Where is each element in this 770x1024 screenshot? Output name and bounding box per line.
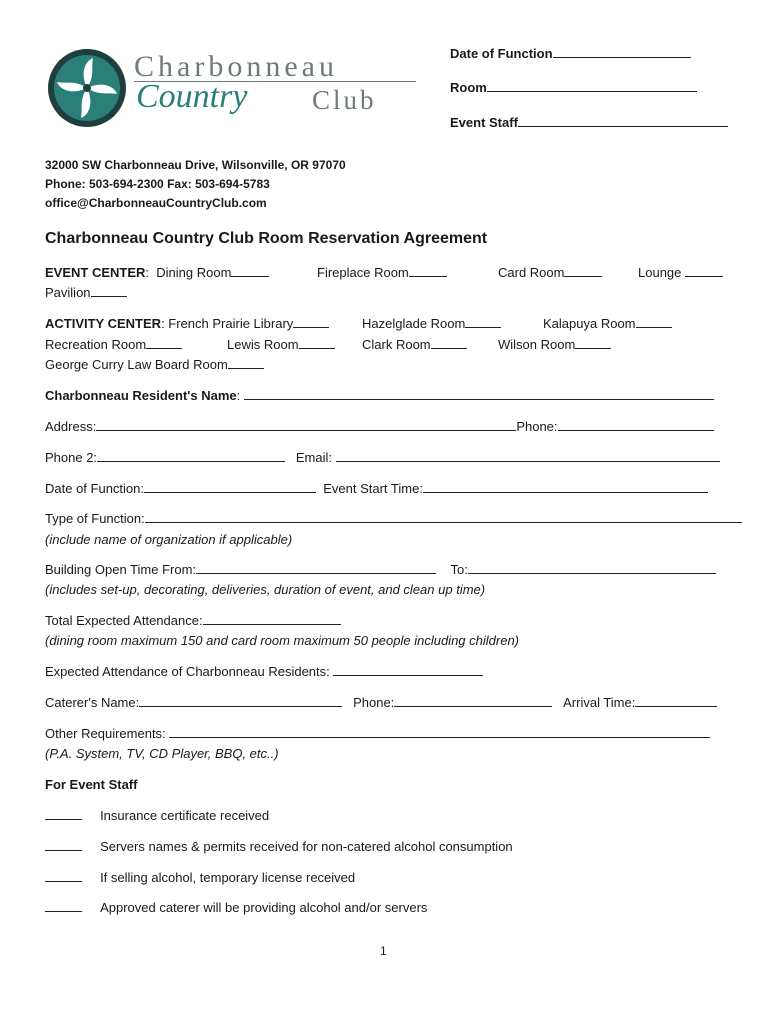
club-address: 32000 SW Charbonneau Drive, Wilsonville, OR 97070 xyxy=(45,158,346,172)
other-requirements-note: (P.A. System, TV, CD Player, BBQ, etc..) xyxy=(45,746,279,761)
other-requirements-field: Other Requirements: xyxy=(45,726,710,741)
building-open-to-line[interactable] xyxy=(468,562,716,574)
activity-room-lewis: Lewis Room xyxy=(227,337,335,352)
phone2-line[interactable] xyxy=(97,450,285,462)
attendance-note: (dining room maximum 150 and card room maximum 50 people including children) xyxy=(45,633,519,648)
type-of-function-field: Type of Function: xyxy=(45,511,742,526)
resident-name-line[interactable] xyxy=(244,388,714,400)
checklist-blank[interactable] xyxy=(45,839,82,851)
staff-checklist-item: If selling alcohol, temporary license received xyxy=(45,870,355,885)
arrival-time-line[interactable] xyxy=(635,695,717,707)
activity-room-hazelglade: Hazelglade Room xyxy=(362,316,501,331)
checklist-blank[interactable] xyxy=(45,900,82,912)
logo-word-country: Country xyxy=(136,78,248,115)
type-of-function-note: (include name of organization if applicable) xyxy=(45,532,293,547)
type-of-function-line[interactable] xyxy=(145,511,742,523)
pinwheel-logo-icon xyxy=(47,46,127,130)
event-room-fireplace: Fireplace Room xyxy=(317,265,447,280)
building-open-note: (includes set-up, decorating, deliveries, duration of event, and clean up time) xyxy=(45,582,486,597)
page-number: 1 xyxy=(380,944,387,958)
event-staff-heading: For Event Staff xyxy=(45,777,138,792)
activity-center-row: ACTIVITY CENTER: French Prairie Library xyxy=(45,316,329,331)
staff-checklist-item: Servers names & permits received for non-catered alcohol consumption xyxy=(45,839,513,854)
resident-attendance-line[interactable] xyxy=(333,664,483,676)
resident-attendance-field: Expected Attendance of Charbonneau Residents: xyxy=(45,664,483,679)
address-line[interactable] xyxy=(96,419,516,431)
event-room-card: Card Room xyxy=(498,265,602,280)
event-start-time-line[interactable] xyxy=(423,481,708,493)
page-title: Charbonneau Country Club Room Reservation Agreement xyxy=(45,230,488,247)
other-requirements-line[interactable] xyxy=(169,726,710,738)
checklist-blank[interactable] xyxy=(45,808,82,820)
activity-room-wilson: Wilson Room xyxy=(498,337,611,352)
resident-name-field: Charbonneau Resident's Name: xyxy=(45,388,714,403)
activity-room-clark: Clark Room xyxy=(362,337,467,352)
club-phone-fax: Phone: 503-694-2300 Fax: 503-694-5783 xyxy=(45,177,270,191)
caterer-row: Caterer's Name: Phone: Arrival Time: xyxy=(45,695,717,710)
total-attendance-field: Total Expected Attendance: xyxy=(45,613,341,628)
event-center-row: EVENT CENTER: Dining Room xyxy=(45,265,269,280)
staff-checklist-item: Approved caterer will be providing alcohol and/or servers xyxy=(45,900,427,915)
address-field: Address: Phone: xyxy=(45,419,714,434)
date-of-function-line[interactable] xyxy=(144,481,316,493)
staff-room: Room xyxy=(450,80,697,95)
staff-date-of-function: Date of Function xyxy=(450,46,691,61)
activity-room-george-curry: George Curry Law Board Room xyxy=(45,357,264,372)
checklist-blank[interactable] xyxy=(45,870,82,882)
logo-word-club: Club xyxy=(312,85,377,115)
building-open-from-line[interactable] xyxy=(196,562,436,574)
total-attendance-line[interactable] xyxy=(203,613,341,625)
building-open-time-row: Building Open Time From: To: xyxy=(45,562,716,577)
phone2-email-row: Phone 2: Email: xyxy=(45,450,720,465)
date-time-row: Date of Function: Event Start Time: xyxy=(45,481,708,496)
logo-word-charbonneau: Charbonneau xyxy=(134,50,338,83)
event-room-pavilion: Pavilion xyxy=(45,285,127,300)
caterer-phone-line[interactable] xyxy=(394,695,552,707)
staff-event-staff: Event Staff xyxy=(450,115,728,130)
event-room-lounge: Lounge xyxy=(638,265,723,280)
phone-line[interactable] xyxy=(558,419,714,431)
activity-room-kalapuya: Kalapuya Room xyxy=(543,316,672,331)
staff-checklist-item: Insurance certificate received xyxy=(45,808,269,823)
caterer-name-line[interactable] xyxy=(139,695,342,707)
club-email: office@CharbonneauCountryClub.com xyxy=(45,196,267,210)
activity-room-recreation: Recreation Room xyxy=(45,337,182,352)
email-line[interactable] xyxy=(336,450,720,462)
